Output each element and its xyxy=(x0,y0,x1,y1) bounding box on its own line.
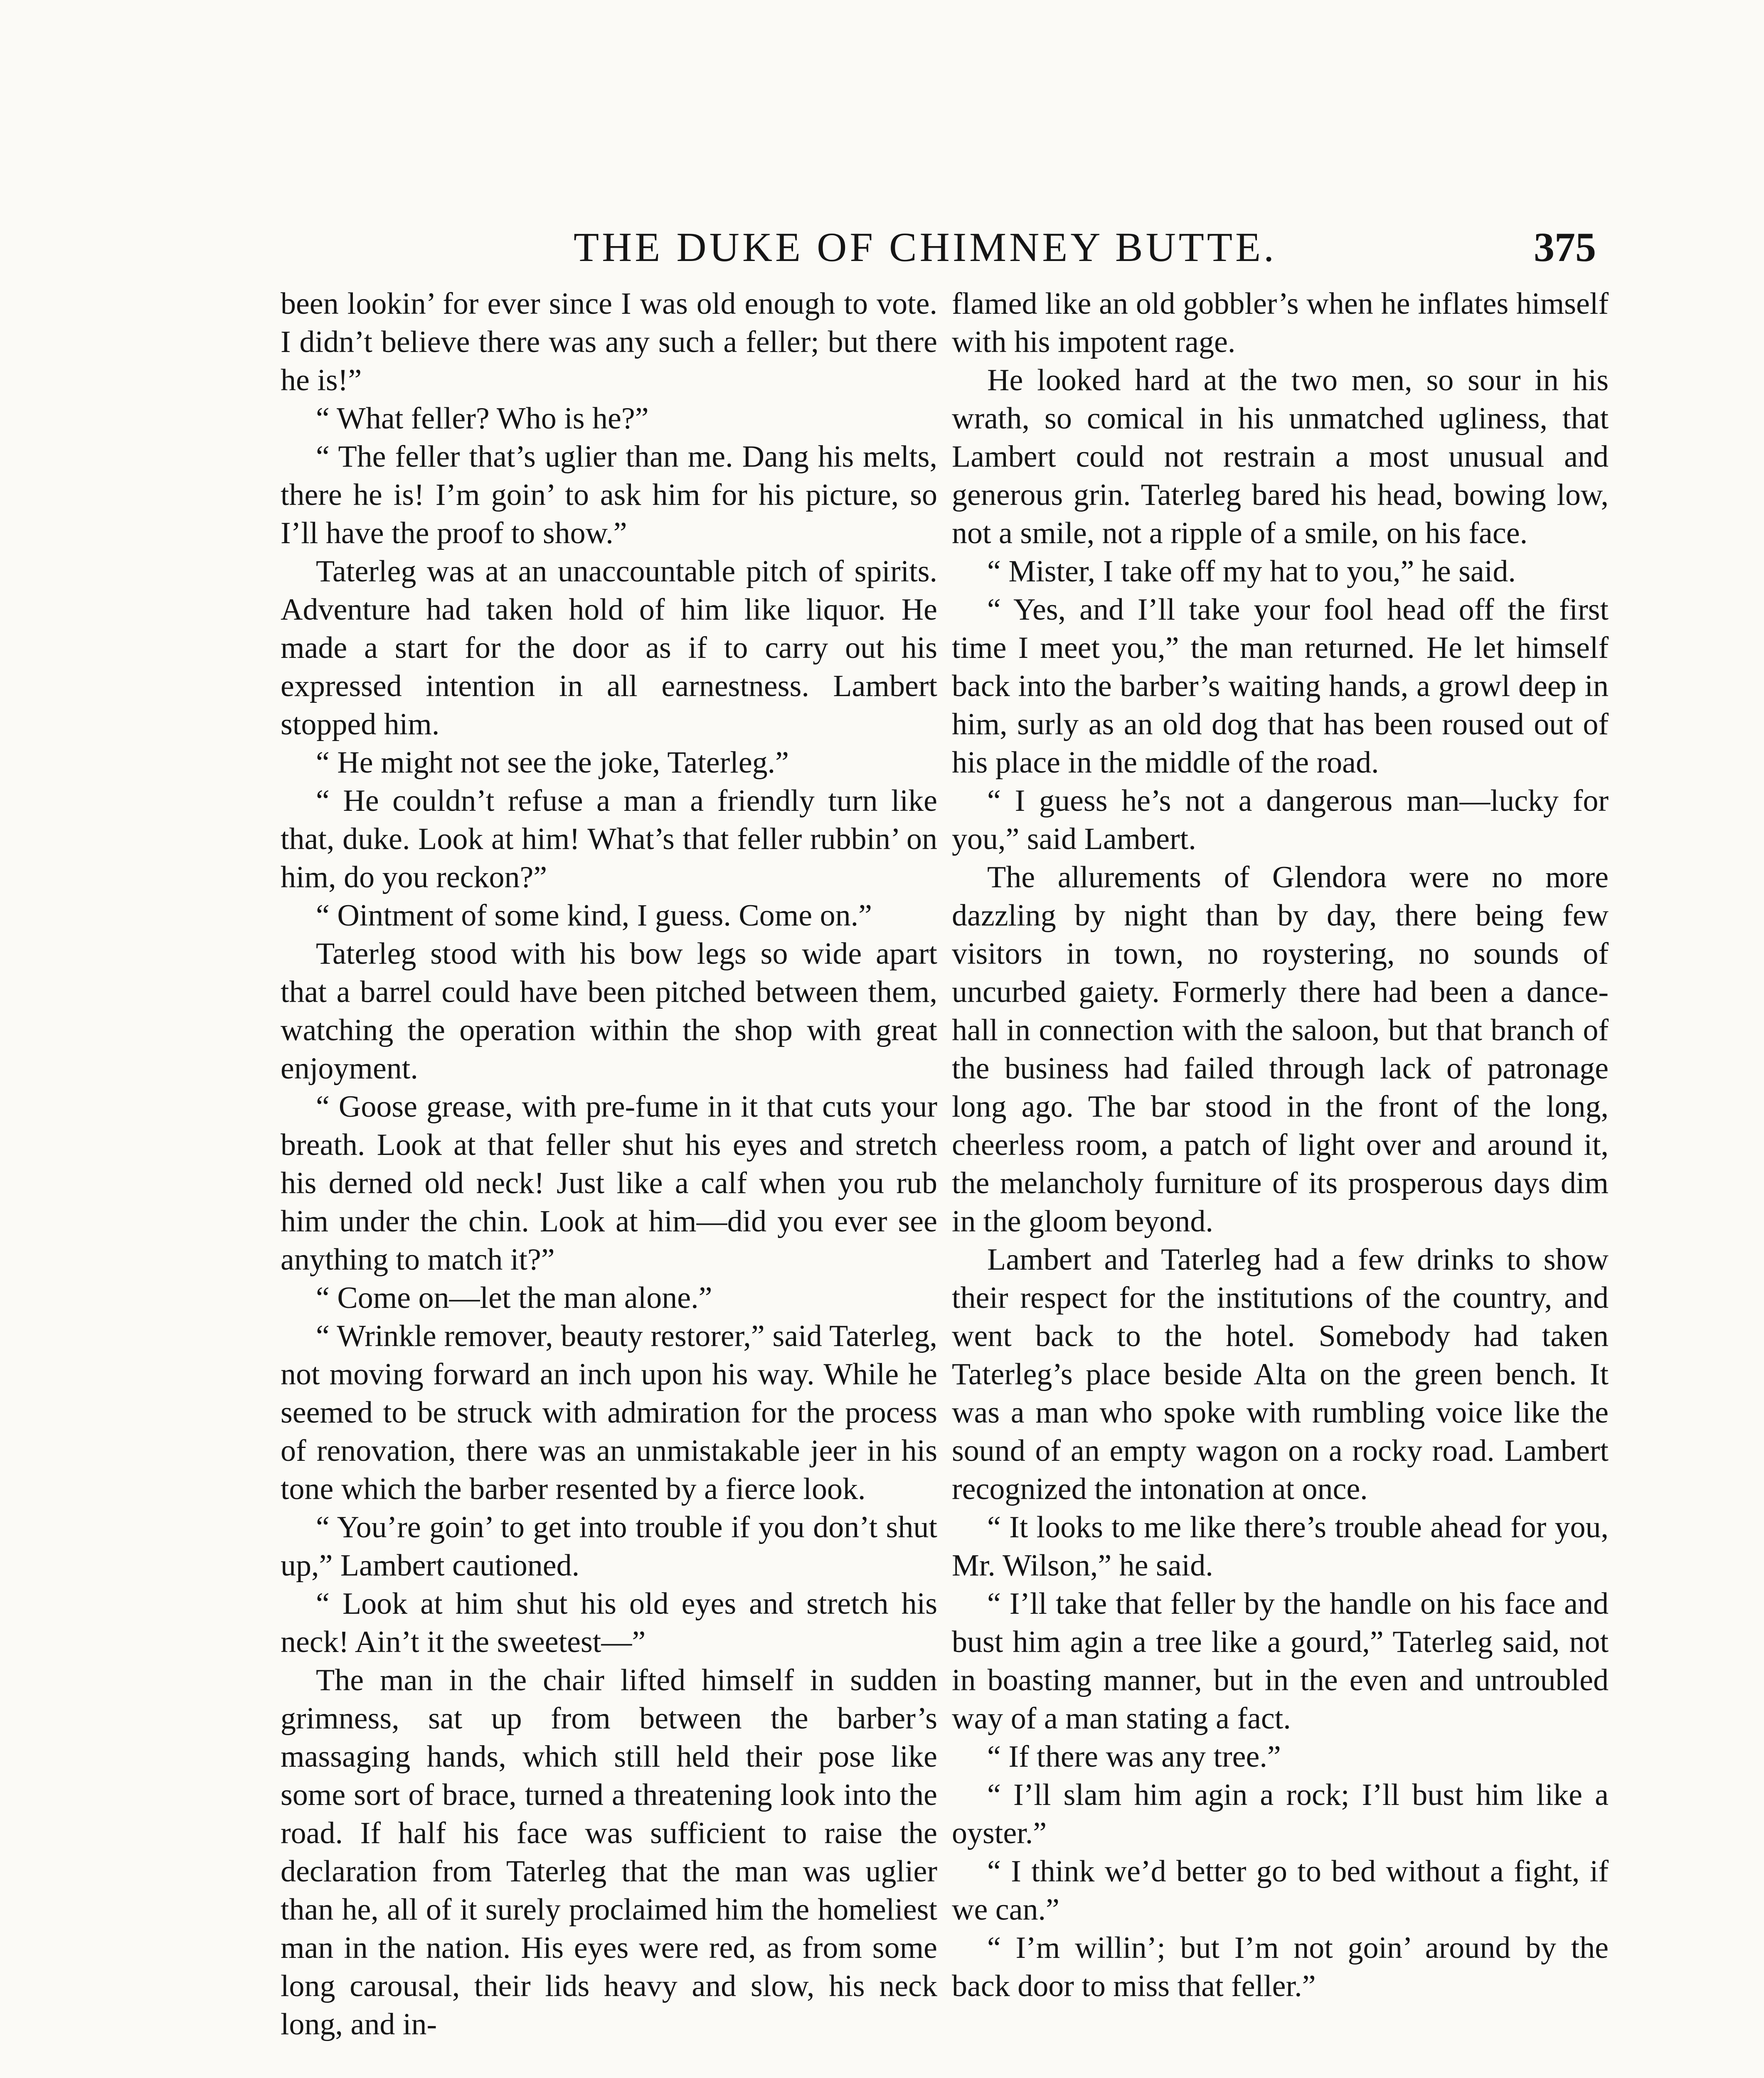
paragraph: Taterleg stood with his bow legs so wide apart that a barrel could have been pitched between them, watching the operation within the shop with great enjoyment. xyxy=(281,937,937,1086)
paragraph: “ Ointment of some kind, I guess. Come on.” xyxy=(316,899,872,933)
running-title: THE DUKE OF CHIMNEY BUTTE. xyxy=(574,224,1277,270)
paragraph: “ You’re goin’ to get into trouble if you don’t shut up,” Lambert cautioned. xyxy=(281,1510,937,1583)
paragraph: “ Wrinkle remover, beauty restorer,” said Taterleg, not moving forward an inch upon his way. While he seemed to be struck with admiration for the process of renovation, there was an unmistakable jeer in his tone which the barber resented by a fierce look. xyxy=(281,1319,937,1506)
paragraph: “ I guess he’s not a dangerous man—lucky for you,” said Lambert. xyxy=(952,784,1609,856)
paragraph: “ If there was any tree.” xyxy=(987,1740,1281,1774)
paragraph: “ Mister, I take off my hat to you,” he said. xyxy=(987,554,1516,588)
paragraph: Lambert and Taterleg had a few drinks to show their respect for the institutions of the country, and went back to the hotel. Somebody had taken Taterleg’s place beside Alta on the green bench. It was a man who spoke with rumbling voice like the sound of an empty wagon on a rocky road. Lambert recognized the intonation at once. xyxy=(952,1243,1609,1506)
right-text-column xyxy=(952,285,1609,2005)
paragraph: He looked hard at the two men, so sour in his wrath, so comical in his unmatched ugliness, that Lambert could not restrain a most unusual and generous grin. Taterleg bared his head, bowing low, not a smile, not a ripple of a smile, on his face. xyxy=(952,363,1609,550)
paragraph: The allurements of Glendora were no more dazzling by night than by day, there being few visitors in town, no roystering, no sounds of uncurbed gaiety. Formerly there had been a dance-hall in connection with the saloon, but that branch of the business had failed through lack of patronage long ago. The bar stood in the front of the long, cheerless room, a patch of light over and around it, the melancholy furniture of its prosperous days dim in the gloom beyond. xyxy=(952,860,1609,1238)
paragraph: “ Yes, and I’ll take your fool head off the first time I meet you,” the man returned. He let himself back into the barber’s waiting hands, a growl deep in him, surly as an old dog that has been roused out of his place in the middle of the road. xyxy=(952,593,1609,780)
paragraph: “ What feller? Who is he?” xyxy=(316,401,649,436)
page-number: 375 xyxy=(1534,224,1596,270)
paragraph: “ I’m willin’; but I’m not goin’ around by the back door to miss that feller.” xyxy=(952,1931,1609,2003)
paragraph: been lookin’ for ever since I was old enough to vote. I didn’t believe there was any such a feller; but there he is!” xyxy=(281,287,937,397)
page-header xyxy=(249,216,1621,278)
paragraph: “ He might not see the joke, Taterleg.” xyxy=(316,746,789,780)
paragraph: “ Come on—let the man alone.” xyxy=(316,1281,712,1315)
paragraph: “ I’ll take that feller by the handle on his face and bust him agin a tree like a gourd,” Taterleg said, not in boasting manner, but in the even and untroubled way of a man stating a fact. xyxy=(952,1587,1609,1736)
left-text-column xyxy=(281,285,937,2044)
paragraph: “ The feller that’s uglier than me. Dang his melts, there he is! I’m goin’ to ask him for his picture, so I’ll have the proof to show.” xyxy=(281,440,937,550)
paragraph: “ He couldn’t refuse a man a friendly turn like that, duke. Look at him! What’s that feller rubbin’ on him, do you reckon?” xyxy=(281,784,937,894)
paragraph: “ Look at him shut his old eyes and stretch his neck! Ain’t it the sweetest—” xyxy=(281,1587,937,1659)
paragraph: Taterleg was at an unaccountable pitch of spirits. Adventure had taken hold of him like liquor. He made a start for the door as if to carry out his expressed intention in all earnestness. Lambert stopped him. xyxy=(281,554,937,741)
paragraph: “ Goose grease, with pre-fume in it that cuts your breath. Look at that feller shut his eyes and stretch his derned old neck! Just like a calf when you rub him under the chin. Look at him—did you ever see anything to match it?” xyxy=(281,1090,937,1277)
paragraph: The man in the chair lifted himself in sudden grimness, sat up from between the barber’s massaging hands, which still held their pose like some sort of brace, turned a threatening look into the road. If half his face was sufficient to raise the declaration from Taterleg that the man was uglier than he, all of it surely proclaimed him the homeliest man in the nation. His eyes were red, as from some long carousal, their lids heavy and slow, his neck long, and in- xyxy=(281,1663,937,2041)
paragraph: “ I think we’d better go to bed without a fight, if we can.” xyxy=(952,1854,1609,1927)
paragraph: flamed like an old gobbler’s when he inflates himself with his impotent rage. xyxy=(952,287,1609,359)
paragraph: “ I’ll slam him agin a rock; I’ll bust him like a oyster.” xyxy=(952,1778,1609,1850)
paragraph: “ It looks to me like there’s trouble ahead for you, Mr. Wilson,” he said. xyxy=(952,1510,1609,1583)
